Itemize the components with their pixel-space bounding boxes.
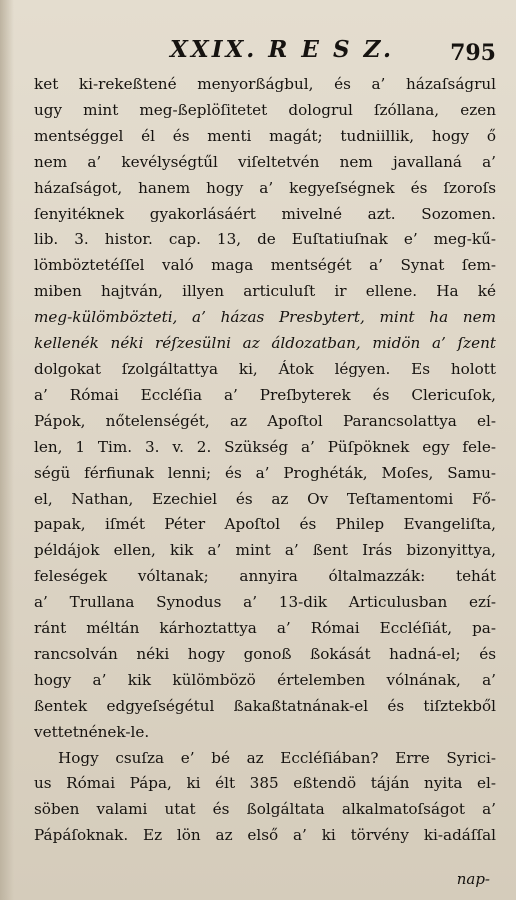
- text-line-italic: meg-külömbözteti, a’ házas Presbytert, mint ha nem: [34, 308, 496, 327]
- text-line: példájok ellen, kik a’ mint a’ ßent Irás bizonyittya,: [34, 541, 496, 560]
- catchword: nap-: [456, 870, 490, 888]
- text-line: hogy a’ kik külömbözö értelemben vólnának, a’: [34, 670, 496, 689]
- text-line: ránt méltán kárhoztattya a’ Római Eccléſiát, pa-: [34, 619, 496, 638]
- text-line: Pápok, nőtelenségét, az Apoſtol Parancsolattya el-: [34, 411, 496, 430]
- text-line: söben valami utat és ßolgáltata alkalmatoſságot a’: [34, 800, 496, 819]
- text-line-paragraph-start: Hogy csuſza e’ bé az Eccléſiában? Erre Syrici-: [58, 748, 496, 767]
- text-line: us Római Pápa, ki élt 385 eßtendö táján nyita el-: [34, 774, 496, 793]
- text-line: Pápáſoknak. Ez lön az első a’ ki törvény ki-adáſſal: [34, 826, 496, 845]
- text-line: nem a’ kevélységtűl viſeltetvén nem javallaná a’: [34, 152, 496, 171]
- text-line: a’ Római Eccléſia a’ Preſbyterek és Clericuſok,: [34, 385, 496, 404]
- text-line: papak, iſmét Péter Apoſtol és Philep Evangeliſta,: [34, 515, 496, 534]
- text-line: ségü férfiunak lenni; és a’ Proghéták, Moſes, Samu-: [34, 463, 496, 482]
- text-line: lömböztetéſſel való maga mentségét a’ Synat ſem-: [34, 256, 496, 275]
- text-line: dolgokat ſzolgáltattya ki, Átok légyen. Es holott: [34, 359, 496, 378]
- page-header: [34, 34, 496, 72]
- body-text: [34, 72, 496, 849]
- text-line-italic: kellenék néki réſzesülni az áldozatban, midön a’ ſzent: [34, 334, 496, 353]
- text-line: ßentek edgyeſségétul ßakaßtatnának-el és tiſztekből: [34, 696, 496, 715]
- text-line: len, 1 Tim. 3. v. 2. Szükség a’ Püſpöknek egy fele-: [34, 437, 496, 456]
- text-line: feleségek vóltanak; annyira óltalmazzák: tehát: [34, 567, 496, 586]
- text-line: ugy mint meg-ßeplöſitetet dologrul ſzóllana, ezen: [34, 100, 496, 119]
- text-line-paragraph-end: vettetnének-le.: [34, 722, 150, 741]
- page-number: 795: [450, 40, 496, 66]
- text-line: ſenyitéknek gyakorlásáért mivelné azt. Sozomen.: [34, 204, 496, 223]
- running-head: XXIX. R E S Z.: [170, 36, 394, 63]
- text-line: házaſságot, hanem hogy a’ kegyeſségnek és ſzoroſs: [34, 178, 496, 197]
- text-line: ket ki-rekeßtené menyorßágbul, és a’ házaſságrul: [34, 75, 496, 93]
- text-line: lib. 3. histor. cap. 13, de Euſtatiuſnak e’ meg-kű-: [34, 230, 496, 249]
- text-line: miben hajtván, illyen articuluſt ir ellene. Ha ké: [34, 282, 496, 301]
- text-line: a’ Trullana Synodus a’ 13-dik Articulusban ezí-: [34, 593, 496, 612]
- text-line: rancsolván néki hogy gonoß ßokását hadná-el; és: [34, 644, 496, 663]
- text-line: mentséggel él és menti magát; tudniillik, hogy ő: [34, 126, 496, 145]
- text-line: el, Nathan, Ezechiel és az Ov Teſtamentomi Fő-: [34, 489, 496, 508]
